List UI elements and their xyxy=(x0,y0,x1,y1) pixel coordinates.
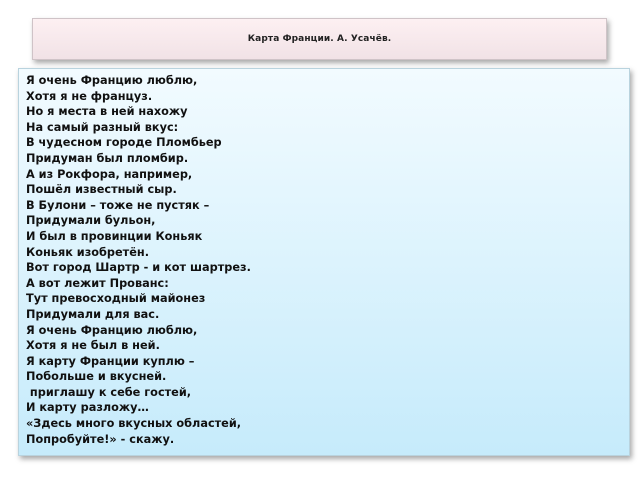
poem-line: Хотя я не француз. xyxy=(26,89,153,103)
poem-line: В Булони – тоже не пустяк – xyxy=(26,198,210,212)
slide-title: Карта Франции. А. Усачёв. xyxy=(247,34,392,44)
poem-line: Пошёл известный сыр. xyxy=(26,183,177,197)
poem-line: Побольше и вкусней. xyxy=(26,370,167,384)
poem-line: И карту разложу… xyxy=(26,401,149,415)
poem-line: И был в провинции Коньяк xyxy=(26,229,203,243)
poem-line: А из Рокфора, например, xyxy=(26,167,193,181)
title-box xyxy=(32,18,607,60)
poem-line: Придумали для вас. xyxy=(26,307,160,321)
poem-line: Попробуйте!» - скажу. xyxy=(26,432,175,446)
poem-box xyxy=(18,68,630,456)
poem-line: Я очень Францию люблю, xyxy=(26,74,198,87)
poem-line: Я очень Францию люблю, xyxy=(26,323,198,337)
poem-line: Вот город Шартр - и кот шартрез. xyxy=(26,261,251,275)
poem-line: В чудесном городе Пломбьер xyxy=(26,136,222,150)
poem-line: Придумали бульон, xyxy=(26,214,156,228)
poem-line: «Здесь много вкусных областей, xyxy=(26,417,242,431)
poem-line: Я карту Франции куплю – xyxy=(26,354,195,368)
poem-line: Коньяк изобретён. xyxy=(26,245,149,259)
poem-line: А вот лежит Прованс: xyxy=(26,276,169,290)
poem-line: приглашу к себе гостей, xyxy=(26,385,192,399)
poem-line: Придуман был пломбир. xyxy=(26,151,189,165)
poem-line: Но я места в ней нахожу xyxy=(26,105,188,119)
poem-line: Тут превосходный майонез xyxy=(26,292,206,306)
poem-line: Хотя я не был в ней. xyxy=(26,339,160,353)
poem-line: На самый разный вкус: xyxy=(26,120,179,134)
